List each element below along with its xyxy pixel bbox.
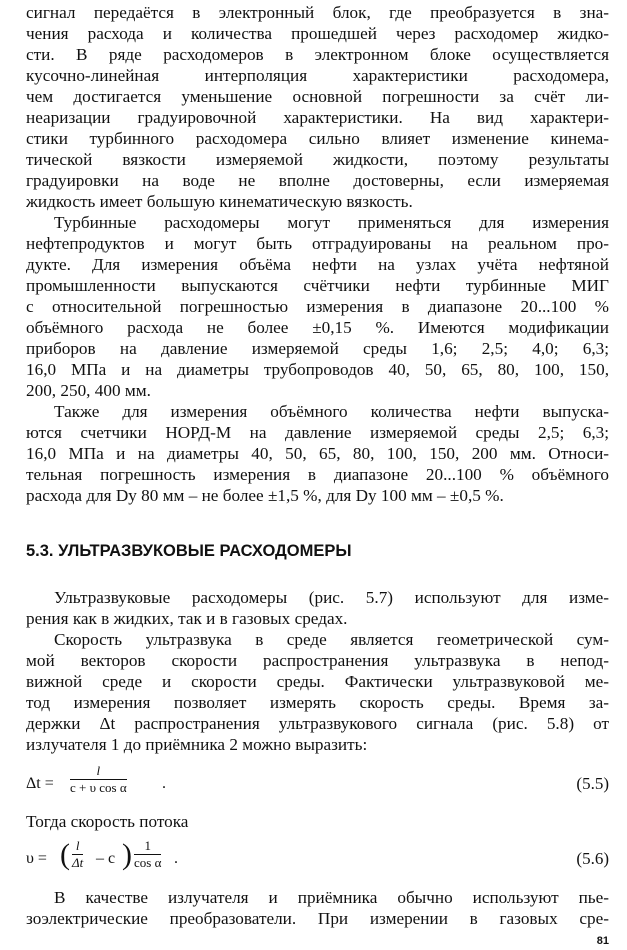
formula-fraction bbox=[134, 838, 161, 871]
text-line: тической вязкости измеряемой жидкости, поэтому результаты bbox=[26, 150, 609, 169]
text-line: тельная погрешность измерения в диапазоне 20...100 % объёмного bbox=[26, 465, 609, 484]
text-line: В качестве излучателя и приёмника обычно используют пье- bbox=[54, 888, 609, 907]
text-line: приборов на давление измеряемой среды 1,6; 2,5; 4,0; 6,3; bbox=[26, 339, 609, 358]
text-line: вижной среде и скорости среды. Фактически ультразвуковой ме- bbox=[26, 672, 609, 691]
fraction-numerator: 1 bbox=[144, 838, 151, 853]
text-line: кусочно-линейная интерполяция характеристики расходомера, bbox=[26, 66, 609, 85]
text-line: Турбинные расходомеры могут применяться для измерения bbox=[54, 213, 609, 232]
text-line: тод измерения позволяет измерять скорость среды. Время за- bbox=[26, 693, 609, 712]
text-line: ются счетчики НОРД-М на давление измеряемой среды 2,5; 6,3; bbox=[26, 423, 609, 442]
text-line: Ультразвуковые расходомеры (рис. 5.7) используют для изме- bbox=[54, 588, 609, 607]
text-line: Также для измерения объёмного количества нефти выпуска- bbox=[54, 402, 609, 421]
section-heading: 5.3. УЛЬТРАЗВУКОВЫЕ РАСХОДОМЕРЫ bbox=[26, 542, 352, 560]
formula-minus-c: – c bbox=[96, 850, 116, 867]
text-line: стики турбинного расходомера сильно влияет изменение кинема- bbox=[26, 129, 609, 148]
text-line: жидкость имеет большую кинематическую вязкость. bbox=[26, 192, 413, 211]
text-line: промышленности выпускаются счётчики нефти турбинные МИГ bbox=[26, 276, 609, 295]
text-line: 16,0 МПа и на диаметры 40, 50, 65, 80, 100, 150, 200 мм. Относи- bbox=[26, 444, 609, 463]
text-line: неаризации градуировочной характеристики. На вид характери- bbox=[26, 108, 609, 127]
fraction-denominator: Δt bbox=[72, 855, 84, 870]
text-line: рения как в жидких, так и в газовых средах. bbox=[26, 609, 348, 628]
fraction-denominator: c + υ cos α bbox=[70, 780, 127, 795]
text-line: расхода для Dу 80 мм – не более ±1,5 %, для Dу 100 мм – ±0,5 %. bbox=[26, 486, 504, 505]
left-paren: ( bbox=[60, 838, 70, 871]
formula-period: . bbox=[162, 775, 166, 792]
text-line: Скорость ультразвука в среде является геометрической сум- bbox=[54, 630, 609, 649]
text-line: градуировки на воде не вполне достоверны, если измеряемая bbox=[26, 171, 609, 190]
right-paren: ) bbox=[122, 838, 132, 871]
formula-5-6 bbox=[26, 836, 609, 880]
formula-period: . bbox=[174, 850, 178, 867]
text-line: Тогда скорость потока bbox=[26, 812, 189, 831]
text-line: 16,0 МПа и на диаметры трубопроводов 40, 50, 65, 80, 100, 150, bbox=[26, 360, 609, 379]
formula-5-5 bbox=[26, 761, 609, 805]
formula-fraction bbox=[72, 838, 83, 871]
fraction-numerator: l bbox=[96, 763, 101, 778]
formula-lhs: Δt = bbox=[26, 775, 54, 792]
text-line: держки Δt распространения ультразвукового сигнала (рис. 5.8) от bbox=[26, 714, 609, 733]
equation-number: (5.6) bbox=[576, 849, 609, 868]
fraction-numerator: l bbox=[75, 838, 80, 853]
text-line: чения расхода и количества прошедшей через расходомер жидко- bbox=[26, 24, 609, 43]
text-line: зоэлектрические преобразователи. При измерении в газовых сре- bbox=[26, 909, 609, 928]
text-line: объёмного расхода не более ±0,15 %. Имеются модификации bbox=[26, 318, 609, 337]
page-number: 81 bbox=[596, 935, 609, 947]
fraction-denominator: cos α bbox=[134, 855, 162, 870]
text-line: сигнал передаётся в электронный блок, где преобразуется в зна- bbox=[26, 3, 609, 22]
text-line: мой векторов скорости распространения ультразвука в непод- bbox=[26, 651, 609, 670]
formula-lhs: υ = bbox=[26, 850, 47, 867]
equation-number: (5.5) bbox=[576, 774, 609, 793]
text-line: сти. В ряде расходомеров в электронном блоке осуществляется bbox=[26, 45, 609, 64]
text-line: дукте. Для измерения объёма нефти на узлах учёта нефтяной bbox=[26, 255, 609, 274]
text-line: нефтепродуктов и могут быть отградуированы на реальном про- bbox=[26, 234, 609, 253]
text-line: излучателя 1 до приёмника 2 можно выразить: bbox=[26, 735, 368, 754]
formula-fraction bbox=[70, 763, 127, 796]
text-line: 200, 250, 400 мм. bbox=[26, 381, 151, 400]
text-line: с относительной погрешностью измерения в диапазоне 20...100 % bbox=[26, 297, 609, 316]
text-line: чем достигается уменьшение основной погрешности за счёт ли- bbox=[26, 87, 609, 106]
